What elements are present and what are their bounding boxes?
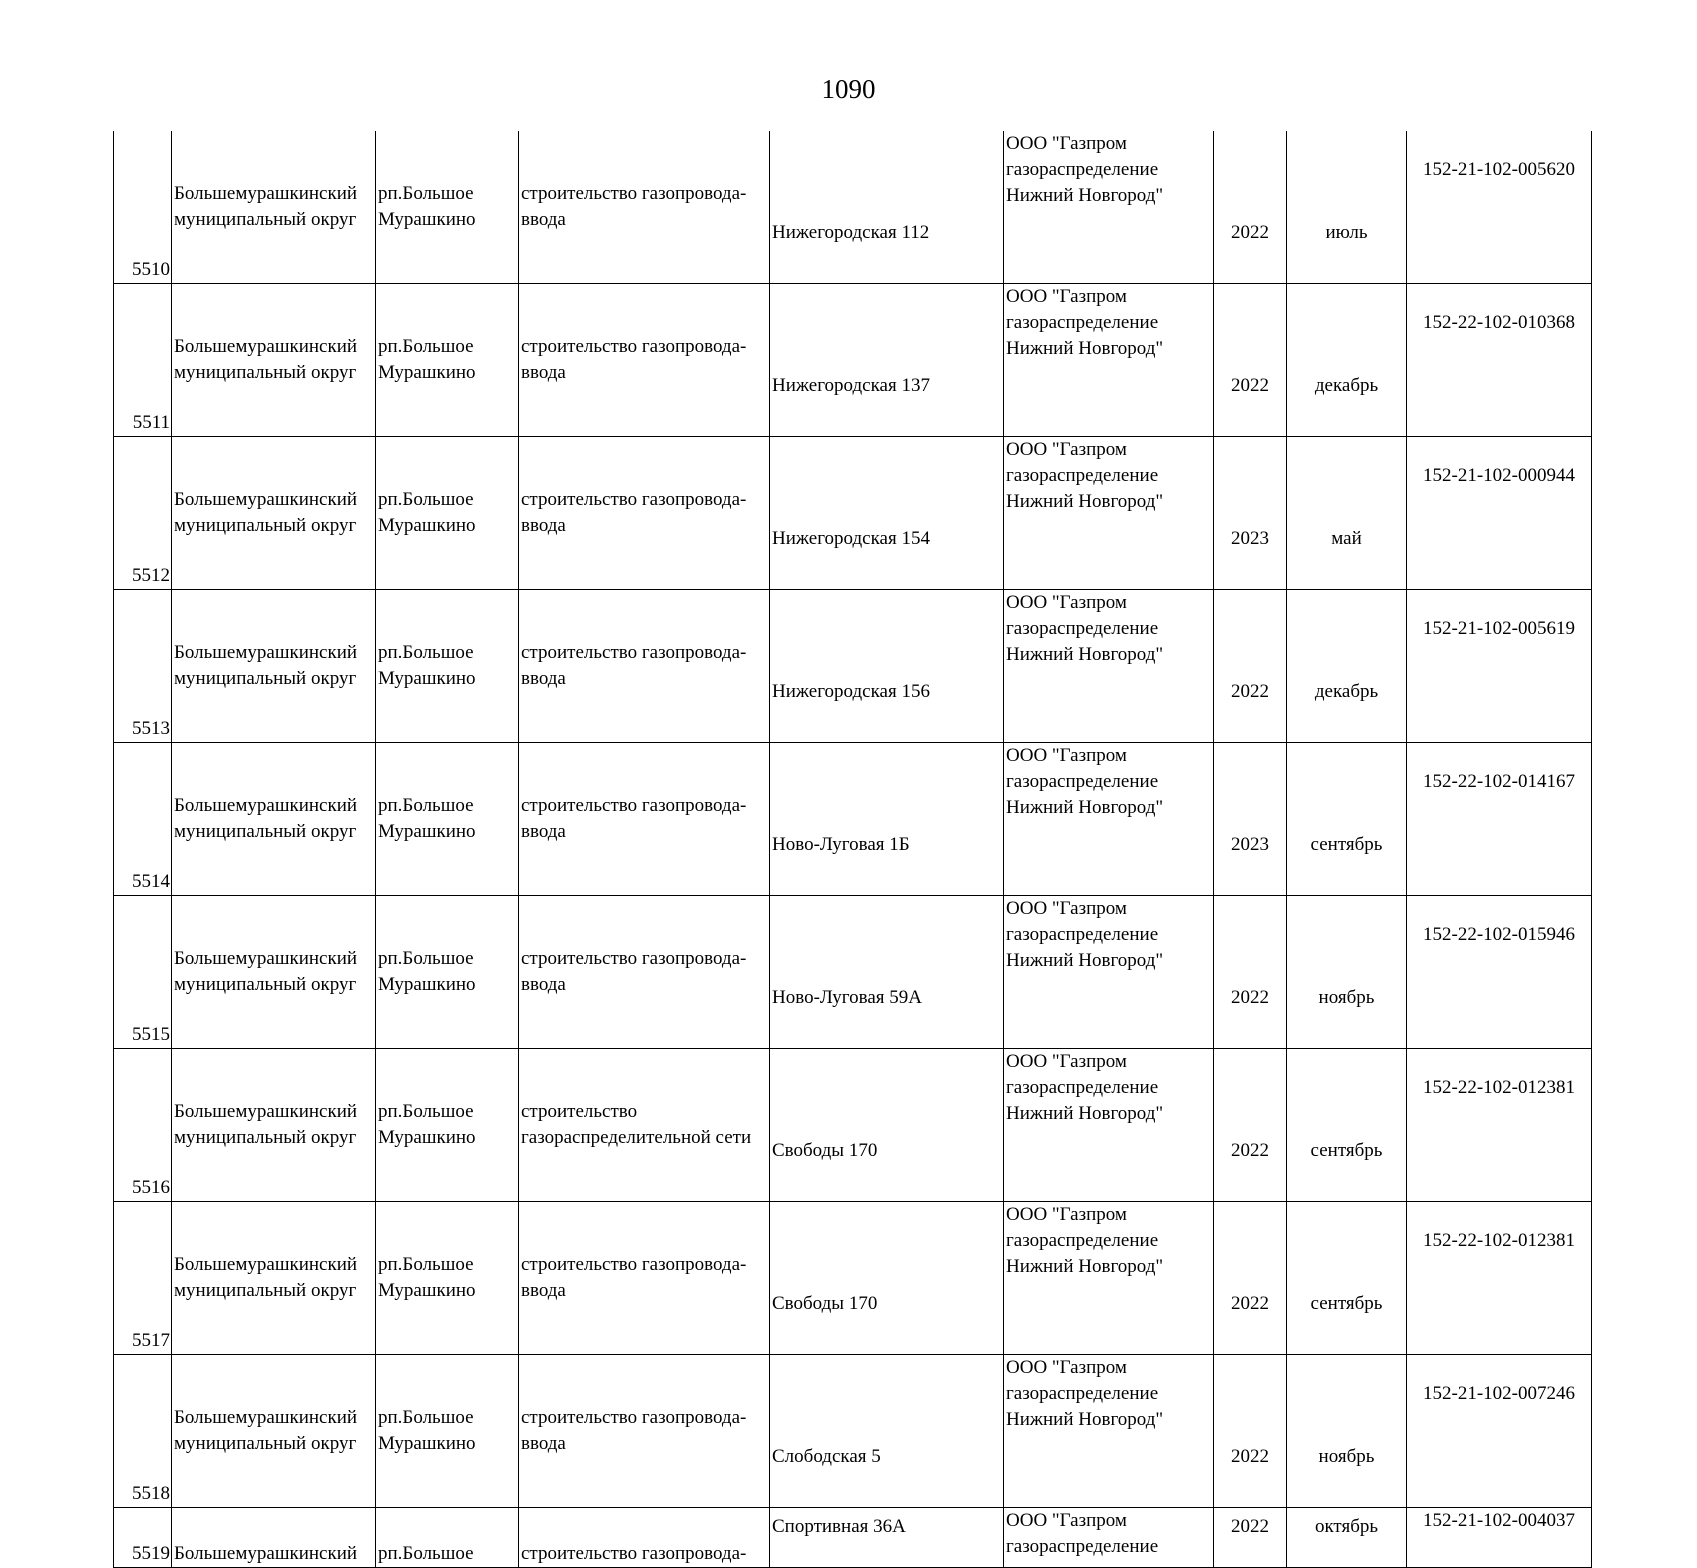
work-type-cell	[519, 743, 770, 896]
organization-cell-line: ООО "Газпром	[1006, 1510, 1127, 1531]
address-cell: Нижегородская 154	[770, 437, 1004, 590]
settlement-cell-line: рп.Большое	[378, 1254, 474, 1275]
work-type-cell-line: газораспределительной сети	[521, 1127, 752, 1148]
code-cell: 152-21-102-005619	[1407, 590, 1592, 743]
address-cell: Ново-Луговая 59А	[770, 896, 1004, 1049]
district-cell	[172, 743, 376, 896]
organization-cell-line: Нижний Новгород"	[1006, 185, 1164, 206]
table-row	[114, 437, 1592, 590]
organization-cell-line: ООО "Газпром	[1006, 745, 1127, 766]
organization-cell-line: Нижний Новгород"	[1006, 1103, 1164, 1124]
organization-cell-line: Нижний Новгород"	[1006, 797, 1164, 818]
work-type-cell-line: ввода	[521, 974, 566, 995]
address-cell: Нижегородская 137	[770, 284, 1004, 437]
district-cell-line: Большемурашкинский	[174, 1543, 358, 1564]
organization-cell	[1004, 1049, 1214, 1202]
district-cell-line: муниципальный округ	[174, 1280, 357, 1301]
address-cell: Нижегородская 112	[770, 131, 1004, 284]
month-cell: декабрь	[1287, 590, 1407, 743]
work-type-cell	[519, 284, 770, 437]
organization-cell-line: ООО "Газпром	[1006, 1357, 1127, 1378]
organization-cell-line: Нижний Новгород"	[1006, 338, 1164, 359]
work-type-cell-line: строительство газопровода-	[521, 642, 747, 663]
table-row	[114, 1355, 1592, 1508]
row-number: 5516	[114, 1049, 172, 1202]
settlement-cell	[376, 131, 519, 284]
settlement-cell	[376, 896, 519, 1049]
row-number: 5511	[114, 284, 172, 437]
district-cell	[172, 1049, 376, 1202]
organization-cell-line: газораспределение	[1006, 312, 1159, 333]
organization-cell-line: газораспределение	[1006, 1383, 1159, 1404]
table-row	[114, 1202, 1592, 1355]
organization-cell-line: газораспределение	[1006, 771, 1159, 792]
organization-cell-line: газораспределение	[1006, 465, 1159, 486]
district-cell	[172, 590, 376, 743]
address-cell: Нижегородская 156	[770, 590, 1004, 743]
organization-cell	[1004, 590, 1214, 743]
code-cell: 152-22-102-010368	[1407, 284, 1592, 437]
organization-cell-line: Нижний Новгород"	[1006, 950, 1164, 971]
district-cell-line: муниципальный округ	[174, 821, 357, 842]
year-cell: 2023	[1214, 437, 1287, 590]
address-cell: Свободы 170	[770, 1049, 1004, 1202]
row-number: 5519	[114, 1508, 172, 1568]
year-cell: 2022	[1214, 1202, 1287, 1355]
organization-cell	[1004, 1202, 1214, 1355]
work-type-cell-line: ввода	[521, 1433, 566, 1454]
work-type-cell	[519, 1508, 770, 1568]
organization-cell-line: Нижний Новгород"	[1006, 644, 1164, 665]
month-cell: декабрь	[1287, 284, 1407, 437]
work-type-cell-line: строительство газопровода-	[521, 1407, 747, 1428]
row-number: 5510	[114, 131, 172, 284]
table-row	[114, 743, 1592, 896]
settlement-cell	[376, 590, 519, 743]
organization-cell-line: ООО "Газпром	[1006, 439, 1127, 460]
table-row	[114, 284, 1592, 437]
month-cell: ноябрь	[1287, 896, 1407, 1049]
year-cell: 2022	[1214, 1508, 1287, 1568]
organization-cell-line: газораспределение	[1006, 1230, 1159, 1251]
code-cell: 152-22-102-015946	[1407, 896, 1592, 1049]
table-row	[114, 131, 1592, 284]
work-type-cell-line: ввода	[521, 821, 566, 842]
year-cell: 2022	[1214, 1049, 1287, 1202]
work-type-cell-line: ввода	[521, 668, 566, 689]
district-cell-line: муниципальный округ	[174, 974, 357, 995]
settlement-cell	[376, 284, 519, 437]
settlement-cell-line: рп.Большое	[378, 489, 474, 510]
organization-cell-line: газораспределение	[1006, 618, 1159, 639]
code-cell: 152-22-102-012381	[1407, 1049, 1592, 1202]
organization-cell	[1004, 284, 1214, 437]
organization-cell-line: ООО "Газпром	[1006, 1204, 1127, 1225]
row-number: 5518	[114, 1355, 172, 1508]
district-cell	[172, 437, 376, 590]
settlement-cell-line: Мурашкино	[378, 515, 476, 536]
month-cell: ноябрь	[1287, 1355, 1407, 1508]
work-type-cell-line: строительство газопровода-	[521, 1543, 747, 1564]
work-type-cell-line: строительство газопровода-	[521, 948, 747, 969]
table-row	[114, 896, 1592, 1049]
settlement-cell-line: рп.Большое	[378, 183, 474, 204]
code-cell: 152-21-102-004037	[1407, 1508, 1592, 1568]
district-cell	[172, 131, 376, 284]
settlement-cell	[376, 1508, 519, 1568]
district-cell-line: Большемурашкинский	[174, 1254, 358, 1275]
settlement-cell	[376, 743, 519, 896]
work-type-cell	[519, 131, 770, 284]
district-cell-line: муниципальный округ	[174, 668, 357, 689]
settlement-cell-line: Мурашкино	[378, 1433, 476, 1454]
table-row	[114, 590, 1592, 743]
address-cell: Ново-Луговая 1Б	[770, 743, 1004, 896]
settlement-cell-line: рп.Большое	[378, 336, 474, 357]
code-cell: 152-21-102-005620	[1407, 131, 1592, 284]
district-cell	[172, 896, 376, 1049]
district-cell-line: Большемурашкинский	[174, 1407, 358, 1428]
row-number: 5515	[114, 896, 172, 1049]
organization-cell	[1004, 1508, 1214, 1568]
district-cell-line: Большемурашкинский	[174, 489, 358, 510]
settlement-cell-line: рп.Большое	[378, 1407, 474, 1428]
work-type-cell-line: строительство газопровода-	[521, 489, 747, 510]
settlement-cell-line: Мурашкино	[378, 974, 476, 995]
code-cell: 152-21-102-007246	[1407, 1355, 1592, 1508]
work-type-cell	[519, 437, 770, 590]
district-cell	[172, 1355, 376, 1508]
page-number: 1090	[821, 74, 876, 104]
work-type-cell	[519, 1355, 770, 1508]
table-row	[114, 1508, 1592, 1568]
organization-cell-line: ООО "Газпром	[1006, 133, 1127, 154]
organization-cell	[1004, 743, 1214, 896]
month-cell: июль	[1287, 131, 1407, 284]
district-cell-line: муниципальный округ	[174, 515, 357, 536]
district-cell	[172, 1202, 376, 1355]
year-cell: 2022	[1214, 284, 1287, 437]
settlement-cell-line: Мурашкино	[378, 209, 476, 230]
organization-cell	[1004, 131, 1214, 284]
settlement-cell-line: рп.Большое	[378, 948, 474, 969]
district-cell-line: муниципальный округ	[174, 1127, 357, 1148]
month-cell: сентябрь	[1287, 743, 1407, 896]
district-cell	[172, 1508, 376, 1568]
organization-cell-line: газораспределение	[1006, 1536, 1159, 1557]
work-type-cell	[519, 896, 770, 1049]
settlement-cell-line: Мурашкино	[378, 362, 476, 383]
organization-cell-line: ООО "Газпром	[1006, 898, 1127, 919]
district-cell-line: Большемурашкинский	[174, 183, 358, 204]
month-cell: сентябрь	[1287, 1202, 1407, 1355]
month-cell: май	[1287, 437, 1407, 590]
organization-cell-line: Нижний Новгород"	[1006, 491, 1164, 512]
district-cell-line: Большемурашкинский	[174, 1101, 358, 1122]
row-number: 5514	[114, 743, 172, 896]
address-cell: Спортивная 36А	[770, 1508, 1004, 1568]
organization-cell-line: газораспределение	[1006, 924, 1159, 945]
organization-cell-line: Нижний Новгород"	[1006, 1409, 1164, 1430]
work-type-cell	[519, 1049, 770, 1202]
work-type-cell-line: ввода	[521, 209, 566, 230]
district-cell-line: муниципальный округ	[174, 1433, 357, 1454]
table-row	[114, 1049, 1592, 1202]
district-cell-line: муниципальный округ	[174, 362, 357, 383]
settlement-cell-line: Мурашкино	[378, 1280, 476, 1301]
organization-cell	[1004, 1355, 1214, 1508]
gas-works-table	[113, 131, 1592, 1568]
settlement-cell	[376, 1202, 519, 1355]
month-cell: сентябрь	[1287, 1049, 1407, 1202]
year-cell: 2022	[1214, 590, 1287, 743]
settlement-cell-line: Мурашкино	[378, 668, 476, 689]
code-cell: 152-22-102-012381	[1407, 1202, 1592, 1355]
work-type-cell-line: строительство	[521, 1101, 638, 1122]
code-cell: 152-21-102-000944	[1407, 437, 1592, 590]
code-cell: 152-22-102-014167	[1407, 743, 1592, 896]
settlement-cell-line: Мурашкино	[378, 1127, 476, 1148]
district-cell-line: Большемурашкинский	[174, 642, 358, 663]
work-type-cell-line: ввода	[521, 515, 566, 536]
address-cell: Слободская 5	[770, 1355, 1004, 1508]
work-type-cell-line: строительство газопровода-	[521, 1254, 747, 1275]
organization-cell-line: Нижний Новгород"	[1006, 1256, 1164, 1277]
row-number: 5513	[114, 590, 172, 743]
work-type-cell-line: строительство газопровода-	[521, 795, 747, 816]
work-type-cell-line: ввода	[521, 362, 566, 383]
table-body	[114, 131, 1592, 1568]
settlement-cell-line: рп.Большое	[378, 1543, 474, 1564]
district-cell-line: Большемурашкинский	[174, 795, 358, 816]
year-cell: 2022	[1214, 896, 1287, 1049]
district-cell	[172, 284, 376, 437]
organization-cell	[1004, 896, 1214, 1049]
district-cell-line: Большемурашкинский	[174, 336, 358, 357]
organization-cell-line: газораспределение	[1006, 159, 1159, 180]
settlement-cell	[376, 437, 519, 590]
organization-cell-line: ООО "Газпром	[1006, 592, 1127, 613]
row-number: 5512	[114, 437, 172, 590]
work-type-cell	[519, 1202, 770, 1355]
work-type-cell-line: строительство газопровода-	[521, 336, 747, 357]
settlement-cell-line: Мурашкино	[378, 821, 476, 842]
settlement-cell-line: рп.Большое	[378, 795, 474, 816]
work-type-cell	[519, 590, 770, 743]
organization-cell-line: ООО "Газпром	[1006, 286, 1127, 307]
address-cell: Свободы 170	[770, 1202, 1004, 1355]
work-type-cell-line: строительство газопровода-	[521, 183, 747, 204]
settlement-cell	[376, 1049, 519, 1202]
month-cell: октябрь	[1287, 1508, 1407, 1568]
settlement-cell	[376, 1355, 519, 1508]
organization-cell	[1004, 437, 1214, 590]
year-cell: 2022	[1214, 131, 1287, 284]
work-type-cell-line: ввода	[521, 1280, 566, 1301]
settlement-cell-line: рп.Большое	[378, 642, 474, 663]
district-cell-line: муниципальный округ	[174, 209, 357, 230]
district-cell-line: Большемурашкинский	[174, 948, 358, 969]
row-number: 5517	[114, 1202, 172, 1355]
year-cell: 2023	[1214, 743, 1287, 896]
organization-cell-line: газораспределение	[1006, 1077, 1159, 1098]
organization-cell-line: ООО "Газпром	[1006, 1051, 1127, 1072]
settlement-cell-line: рп.Большое	[378, 1101, 474, 1122]
year-cell: 2022	[1214, 1355, 1287, 1508]
